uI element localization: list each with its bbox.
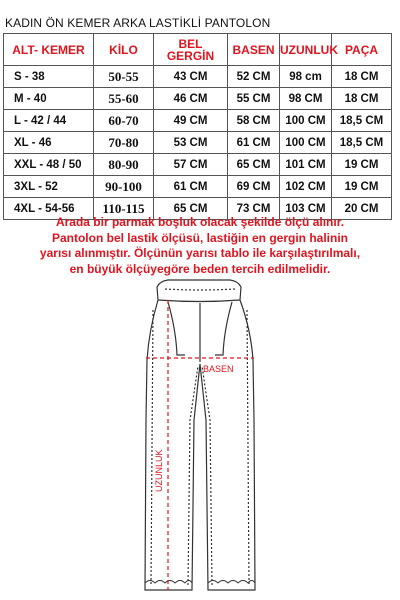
cell-basen: 65 CM <box>228 154 280 176</box>
cell-paca: 19 CM <box>332 176 392 198</box>
header-alt-kemer: ALT- KEMER <box>4 34 94 66</box>
right-hem <box>208 581 255 584</box>
cell-paca: 18,5 CM <box>332 132 392 154</box>
cell-paca: 19 CM <box>332 154 392 176</box>
page-title: KADIN ÖN KEMER ARKA LASTİKLİ PANTOLON <box>5 16 271 30</box>
note-line: en büyük ölçüyegöre beden tercih edilmelidir. <box>69 261 331 276</box>
cell-size: S - 38 <box>4 66 94 88</box>
cell-basen: 69 CM <box>228 176 280 198</box>
note-line: Arada bir parmak boşluk olacak şekilde ölçü alınır. <box>55 215 345 229</box>
cell-uzunluk: 101 CM <box>280 154 332 176</box>
basen-label: BASEN <box>203 364 234 374</box>
header-bel-line2: GERGİN <box>166 48 215 63</box>
cell-bel: 49 CM <box>154 110 228 132</box>
table-row <box>4 88 392 110</box>
header-bel-line1: BEL <box>178 36 203 51</box>
table-row <box>4 110 392 132</box>
left-pocket <box>168 302 185 355</box>
note-line: Pantolon bel lastik ölçüsü, lastiğin en gergin halinin <box>51 230 349 245</box>
right-pocket <box>215 302 232 355</box>
header-bel-gergin <box>154 34 228 66</box>
cell-uzunluk: 98 cm <box>280 66 332 88</box>
cell-size: 4XL - 54-56 <box>4 198 94 220</box>
size-table <box>3 33 392 220</box>
cell-bel: 43 CM <box>154 66 228 88</box>
left-seam-stitch <box>151 310 153 585</box>
right-seam-stitch <box>247 310 249 585</box>
header-basen: BASEN <box>228 34 280 66</box>
table-header-row <box>4 34 392 66</box>
cell-uzunluk: 100 CM <box>280 110 332 132</box>
cell-paca: 20 CM <box>332 198 392 220</box>
cell-size: XXL - 48 / 50 <box>4 154 94 176</box>
cell-kilo: 110-115 <box>94 198 154 220</box>
cell-basen: 55 CM <box>228 88 280 110</box>
table-row <box>4 176 392 198</box>
cell-bel: 61 CM <box>154 176 228 198</box>
cell-kilo: 55-60 <box>94 88 154 110</box>
cell-basen: 58 CM <box>228 110 280 132</box>
cell-bel: 57 CM <box>154 154 228 176</box>
cell-basen: 52 CM <box>228 66 280 88</box>
cell-size: XL - 46 <box>4 132 94 154</box>
waistband <box>157 280 241 302</box>
header-uzunluk: UZUNLUK <box>280 34 332 66</box>
pants-diagram <box>0 275 400 600</box>
note-line: yarısı alınmıştır. Ölçünün yarısı tablo ile karşılaştırılmalı, <box>39 246 361 260</box>
cell-bel: 46 CM <box>154 88 228 110</box>
header-paca: PAÇA <box>332 34 392 66</box>
cell-kilo: 70-80 <box>94 132 154 154</box>
cell-bel: 65 CM <box>154 198 228 220</box>
cell-basen: 73 CM <box>228 198 280 220</box>
cell-uzunluk: 98 CM <box>280 88 332 110</box>
measurement-note <box>0 215 400 277</box>
cell-uzunluk: 100 CM <box>280 132 332 154</box>
cell-uzunluk: 102 CM <box>280 176 332 198</box>
cell-paca: 18,5 CM <box>332 110 392 132</box>
cell-size: L - 42 / 44 <box>4 110 94 132</box>
cell-kilo: 90-100 <box>94 176 154 198</box>
cell-basen: 61 CM <box>228 132 280 154</box>
cell-paca: 18 CM <box>332 66 392 88</box>
cell-kilo: 60-70 <box>94 110 154 132</box>
cell-kilo: 80-90 <box>94 154 154 176</box>
cell-paca: 18 CM <box>332 88 392 110</box>
waistband-stitch <box>165 289 235 290</box>
table-row <box>4 154 392 176</box>
table-row <box>4 66 392 88</box>
header-kilo: KİLO <box>94 34 154 66</box>
cell-bel: 53 CM <box>154 132 228 154</box>
cell-size: M - 40 <box>4 88 94 110</box>
cell-size: 3XL - 52 <box>4 176 94 198</box>
cell-kilo: 50-55 <box>94 66 154 88</box>
cell-uzunluk: 103 CM <box>280 198 332 220</box>
uzunluk-label: UZUNLUK <box>154 449 164 492</box>
table-row <box>4 132 392 154</box>
pants-outline <box>145 280 255 590</box>
